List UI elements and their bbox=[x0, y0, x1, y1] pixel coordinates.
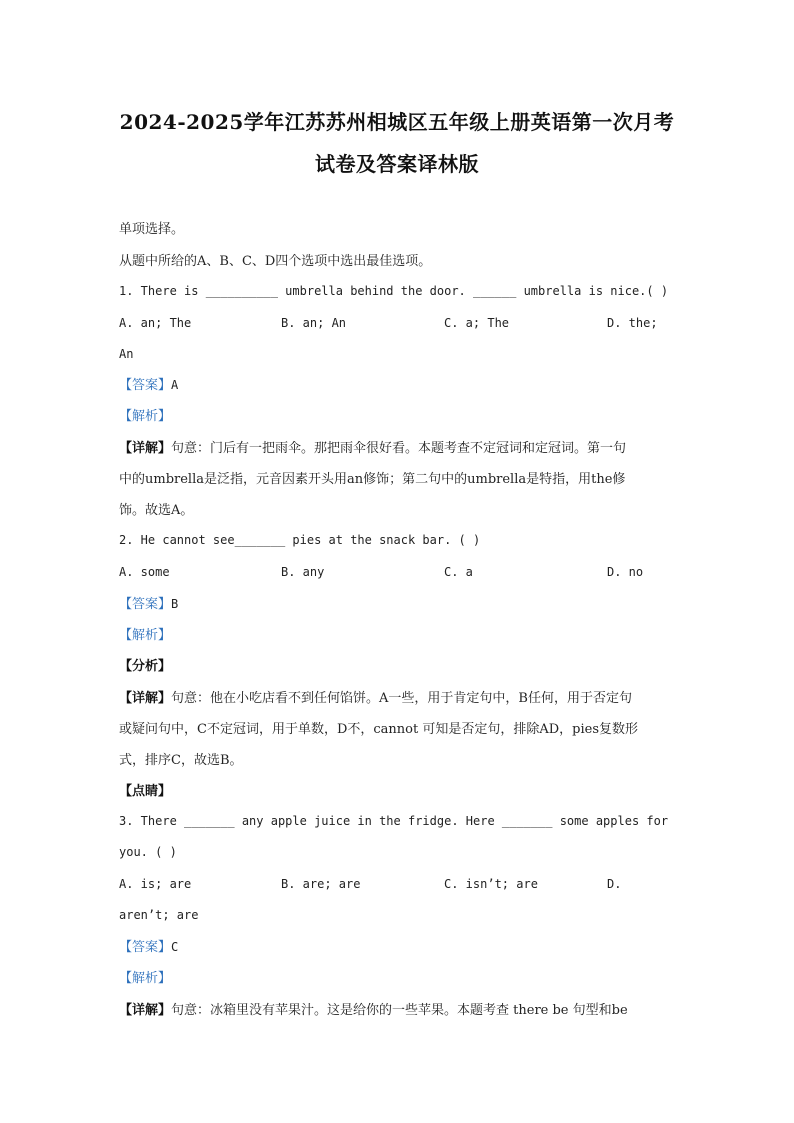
q2-stem: 2. He cannot see_______ pies at the snack bar. ( ) bbox=[119, 533, 481, 547]
q3-option-c: C. isn’t; are bbox=[444, 877, 538, 891]
answer-value: A bbox=[171, 378, 179, 392]
detail-tag: 【详解】 bbox=[119, 1003, 172, 1018]
q1-option-c: C. a; The bbox=[444, 316, 510, 330]
detail-text: 句意：他在小吃店看不到任何馅饼。A一些，用于肯定句中，B任何，用于否定句 bbox=[171, 691, 632, 706]
answer-tag: 【答案】 bbox=[119, 378, 172, 393]
q1-option-a: A. an; The bbox=[119, 316, 192, 330]
document-title-line2: 试卷及答案译林版 bbox=[315, 152, 479, 176]
q2-detail-line1 bbox=[119, 687, 632, 706]
answer-tag: 【答案】 bbox=[119, 597, 172, 612]
q1-detail-line2: 中的umbrella是泛指，元音因素开头用an修饰；第二句中的umbrella是特指，用the修 bbox=[119, 472, 626, 487]
q1-answer bbox=[119, 374, 178, 393]
q2-detail-line3: 式，排序C，故选B。 bbox=[119, 753, 243, 768]
q3-option-d-wrap: aren’t; are bbox=[119, 908, 199, 922]
q2-option-a: A. some bbox=[119, 565, 170, 579]
document-title-line1: 2024-2025学年江苏苏州相城区五年级上册英语第一次月考 bbox=[119, 110, 675, 134]
instruction-text: 从题中所给的A、B、C、D四个选项中选出最佳选项。 bbox=[119, 254, 432, 269]
q1-option-d: D. the; bbox=[607, 316, 658, 330]
q2-option-b: B. any bbox=[281, 565, 325, 579]
answer-value: B bbox=[171, 597, 179, 611]
q2-analysis-tag: 【解析】 bbox=[119, 628, 172, 643]
q2-dianjing-tag: 【点睛】 bbox=[119, 784, 172, 799]
q2-option-c: C. a bbox=[444, 565, 473, 579]
q1-detail-line3: 饰。故选A。 bbox=[119, 503, 194, 518]
section-heading: 单项选择。 bbox=[119, 222, 185, 237]
detail-tag: 【详解】 bbox=[119, 691, 172, 706]
q1-stem: 1. There is __________ umbrella behind the door. ______ umbrella is nice.( ) bbox=[119, 284, 669, 298]
q1-analysis-tag: 【解析】 bbox=[119, 409, 172, 424]
detail-tag: 【详解】 bbox=[119, 441, 172, 456]
q2-answer bbox=[119, 593, 178, 612]
q1-detail-line1 bbox=[119, 437, 626, 456]
q3-detail-line1 bbox=[119, 999, 628, 1018]
detail-text: 句意：门后有一把雨伞。那把雨伞很好看。本题考查不定冠词和定冠词。第一句 bbox=[171, 441, 627, 456]
answer-value: C bbox=[171, 940, 179, 954]
q2-detail-line2: 或疑问句中，C不定冠词，用于单数，D不，cannot 可知是否定句，排除AD，pies复数形 bbox=[119, 722, 638, 737]
q2-fenxi-tag: 【分析】 bbox=[119, 659, 172, 674]
q3-option-d: D. bbox=[607, 877, 622, 891]
q2-option-d: D. no bbox=[607, 565, 644, 579]
q1-option-b: B. an; An bbox=[281, 316, 347, 330]
q3-stem-line2: you. ( ) bbox=[119, 845, 177, 859]
q3-stem-line1: 3. There _______ any apple juice in the fridge. Here _______ some apples for bbox=[119, 814, 669, 828]
q1-option-d-wrap: An bbox=[119, 347, 134, 361]
detail-text: 句意：冰箱里没有苹果汁。这是给你的一些苹果。本题考查 there be 句型和be bbox=[171, 1003, 628, 1018]
q3-answer bbox=[119, 936, 178, 955]
answer-tag: 【答案】 bbox=[119, 940, 172, 955]
q3-option-b: B. are; are bbox=[281, 877, 361, 891]
q3-option-a: A. is; are bbox=[119, 877, 192, 891]
q3-analysis-tag: 【解析】 bbox=[119, 971, 172, 986]
